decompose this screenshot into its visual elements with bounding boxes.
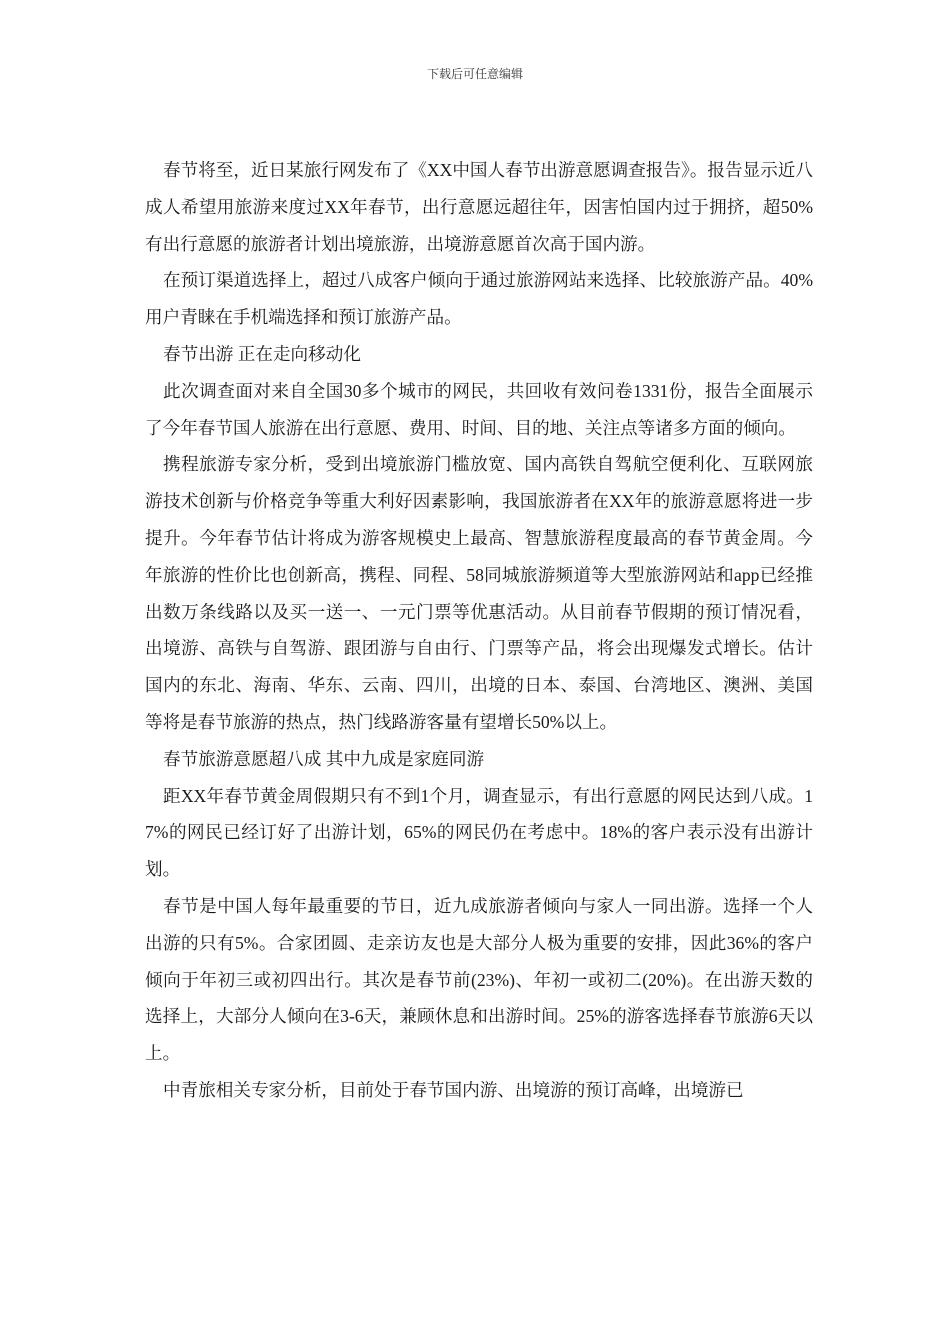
paragraph: 携程旅游专家分析，受到出境旅游门槛放宽、国内高铁自驾航空便利化、互联网旅游技术创新与价格竞争等重大利好因素影响，我国旅游者在XX年的旅游意愿将进一步提升。今年春节估计将成为游客规模史上最高、智慧旅游程度最高的春节黄金周。今年旅游的性价比也创新高，携程、同程、58同城旅游频道等大型旅游网站和app已经推出数万条线路以及买一送一、一元门票等优惠活动。从目前春节假期的预订情况看，出境游、高铁与自驾游、跟团游与自由行、门票等产品，将会出现爆发式增长。估计国内的东北、海南、华东、云南、四川，出境的日本、泰国、台湾地区、澳洲、美国等将是春节旅游的热点，热门线路游客量有望增长50%以上。 bbox=[145, 454, 813, 732]
paragraph: 春节将至，近日某旅行网发布了《XX中国人春节出游意愿调查报告》。报告显示近八成人希望用旅游来度过XX年春节，出行意愿远超往年，因害怕国内过于拥挤，超50%有出行意愿的旅游者计划出境旅游，出境游意愿首次高于国内游。 bbox=[145, 160, 813, 254]
paragraph: 春节是中国人每年最重要的节日，近九成旅游者倾向与家人一同出游。选择一个人出游的只有5%。合家团圆、走亲访友也是大部分人极为重要的安排，因此36%的客户倾向于年初三或初四出行。其次是春节前(23%)、年初一或初二(20%)。在出游天数的选择上，大部分人倾向在3-6天，兼顾休息和出游时间。25%的游客选择春节旅游6天以上。 bbox=[145, 895, 813, 1064]
page-header-note: 下载后可任意编辑 bbox=[426, 67, 523, 81]
document-body bbox=[145, 152, 813, 1109]
paragraph: 距XX年春节黄金周假期只有不到1个月，调查显示，有出行意愿的网民达到八成。17%的网民已经订好了出游计划，65%的网民仍在考虑中。18%的客户表示没有出游计划。 bbox=[145, 785, 813, 880]
section-heading: 春节旅游意愿超八成 其中九成是家庭同游 bbox=[163, 748, 485, 769]
paragraph: 此次调查面对来自全国30多个城市的网民，共回收有效问卷1331份，报告全面展示了今年春节国人旅游在出行意愿、费用、时间、目的地、关注点等诸多方面的倾向。 bbox=[145, 380, 813, 438]
paragraph: 在预订渠道选择上，超过八成客户倾向于通过旅游网站来选择、比较旅游产品。40%用户青睐在手机端选择和预订旅游产品。 bbox=[145, 270, 813, 328]
section-heading: 春节出游 正在走向移动化 bbox=[163, 343, 361, 364]
paragraph: 中青旅相关专家分析，目前处于春节国内游、出境游的预订高峰，出境游已 bbox=[163, 1079, 744, 1100]
